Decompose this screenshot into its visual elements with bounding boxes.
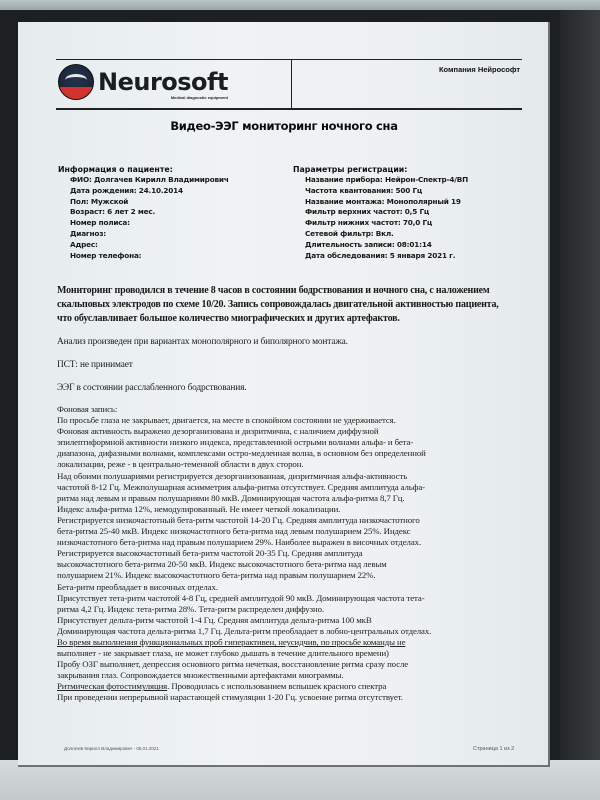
patient-diagnosis: Диагноз: [70,228,106,238]
patient-sex: Пол: Мужской [70,196,129,206]
high-pass-filter: Фильтр верхних частот: 0,5 Гц [305,207,430,217]
logo-tagline: Medical diagnostic equipment [170,95,228,100]
findings-line: бета-ритма 25-40 мкВ. Индекс низкочастотного бета-ритма над левым полушарием 25%. Индекс [57,526,411,537]
header-divider [291,60,292,108]
findings-line: эпилептиформной активности низкого индекса, представленной острыми волнами альфа- и бета- [57,437,414,448]
functional-tests-line: Во время выполнения функциональных проб гиперактивен, неусидчив, по просьбе команды не [57,636,406,647]
photostimulation-line: При проведении непрерывной нарастающей стимуляции 1-20 Гц. усвоение ритма отсутствует. [57,692,403,703]
ozg-test-line: закрывания глаз. Сопровождается множественными артефактами миограммы. [57,670,344,681]
findings-line: Доминирующая частота дельта-ритма 1,7 Гц. Дельта-ритм преобладает в лобно-центральных отделах. [57,625,432,636]
device-name: Название прибора: Нейрон-Спектр-4/ВП [305,175,469,184]
patient-name: ФИО: Долгачев Кирилл Владимирович [70,175,229,184]
ozg-test-line: Пробу ОЗГ выполняет, депрессия основного ритма нечеткая, восстановление ритма сразу после [57,659,409,670]
intro-line: что обуславливает большое количество миографических и других артефактов. [57,313,400,324]
findings-line: Регистрируется низкочастотный бета-ритм частотой 14-20 Гц. Средняя амплитуда низкочастотного [57,514,420,525]
footer-page-number: Страница 1 из 2 [473,746,515,752]
analysis-note: Анализ произведен при вариантах монополярного и биполярного монтажа. [57,337,348,347]
recording-duration: Длительность записи: 08:01:14 [305,239,432,249]
report-header [56,59,522,110]
findings-line: Фоновая активность выражено дезорганизована и дизритмична, с наличием диффузной [57,426,379,437]
document-page [18,22,550,767]
patient-age: Возраст: 6 лет 2 мес. [70,207,156,217]
low-pass-filter: Фильтр нижних частот: 70,0 Гц [305,218,433,228]
findings-line: Над обоими полушариями регистрируется дезорганизованная, дизритмичная альфа-активность [57,470,408,481]
logo-wordmark: Neurosoft [98,68,228,96]
findings-line: высокочастотного бета-ритма 20-50 мкВ. Индекс высокочастотного бета-ритма над левым [57,559,387,570]
findings-line: низкочастотного бета-ритма над правым полушарием 29%. Наиболее выражен в височных отделах. [57,537,422,548]
photostimulation-text: . Проводилась с использованием вспышек красного спектра [167,681,387,692]
patient-phone: Номер телефона: [70,250,142,260]
patient-address: Адрес: [70,239,98,249]
findings-line: Присутствует тета-ритм частотой 4-8 Гц, средней амплитудой 90 мкВ. Доминирующая частота тета- [57,592,425,603]
findings-line: полушарием 21%. Индекс высокочастотного бета-ритма над правым полушарием 22%. [57,570,376,581]
registration-params [293,165,468,261]
findings-section [57,404,537,704]
report-body [57,284,537,704]
neurosoft-logo-icon [58,64,94,100]
montage-name: Название монтажа: Монополярный 19 [305,196,461,206]
intro-line: скальповых электродов по схеме 10/20. Запись сопровождалась двигательной активностью пациента, [57,299,499,310]
intro-line: Мониторинг проводился в течение 8 часов в состоянии бодрствования и ночного сна, с наложением [57,285,490,296]
findings-line: ритма 4,2 Гц. Индекс тета-ритма 28%. Тета-ритм распределен диффузно. [57,603,324,614]
patient-birthdate: Дата рождения: 24.10.2014 [70,185,183,195]
findings-line: частотой 8-12 Гц. Межполушарная асимметрия альфа-ритма отсутствует. Средняя амплитуда альфа- [57,481,425,492]
findings-line: Присутствует дельта-ритм частотой 1-4 Гц. Средняя амплитуда дельта-ритма 100 мкВ [57,614,372,625]
findings-line: Бета-ритм преобладает в височных отделах. [57,581,218,592]
findings-line: локализации, реже - в центрально-теменной области в двух сторон. [57,459,304,470]
functional-tests-line: выполняет - не закрывает глаза, не может глубоко дышать в течение длительного времени) [57,648,389,659]
intro-paragraph [57,284,537,326]
company-name: Компания Нейрософт [438,65,520,74]
footer-patient-date: Долгачев Кирилл Владимирович - 05.01.2021 [64,746,159,751]
neurosoft-logo [58,64,228,100]
photostimulation-label: Ритмическая фотостимуляция [57,681,168,692]
notch-filter: Сетевой фильтр: Вкл. [305,228,394,238]
sampling-rate: Частота квантования: 500 Гц [305,185,423,195]
patient-info [58,165,229,261]
monitor-edge [560,10,600,760]
registration-params-heading: Параметры регистрации: [293,165,408,174]
patient-policy: Номер полиса: [70,218,130,228]
findings-line: По просьбе глаза не закрывает, двигается, на месте в спокойном состоянии не удерживается. [57,415,396,426]
findings-heading: Фоновая запись: [57,404,118,414]
photostimulation-line [57,681,537,692]
report-title: Видео-ЭЭГ мониторинг ночного сна [170,119,398,133]
patient-info-heading: Информация о пациенте: [58,165,173,174]
findings-line: Индекс альфа-ритма 12%, немодулированный. Не имеет четкой локализации. [57,503,341,514]
findings-line: диапазона, дифазными волнами, комплексами остро-медленная волна, в основном без определенной [57,448,426,459]
pst-note: ПСТ: не принимает [57,360,133,370]
findings-line: ритма над левым и правым полушариями 80 мкВ. Доминирующая частота альфа-ритма 8,7 Гц. [57,492,405,503]
findings-line: Регистрируется высокочастотный бета-ритм частотой 20-35 Гц. Средняя амплитуда [57,548,363,559]
eeg-state: ЭЭГ в состоянии расслабленного бодрствования. [57,383,247,393]
exam-date: Дата обследования: 5 января 2021 г. [305,250,456,260]
